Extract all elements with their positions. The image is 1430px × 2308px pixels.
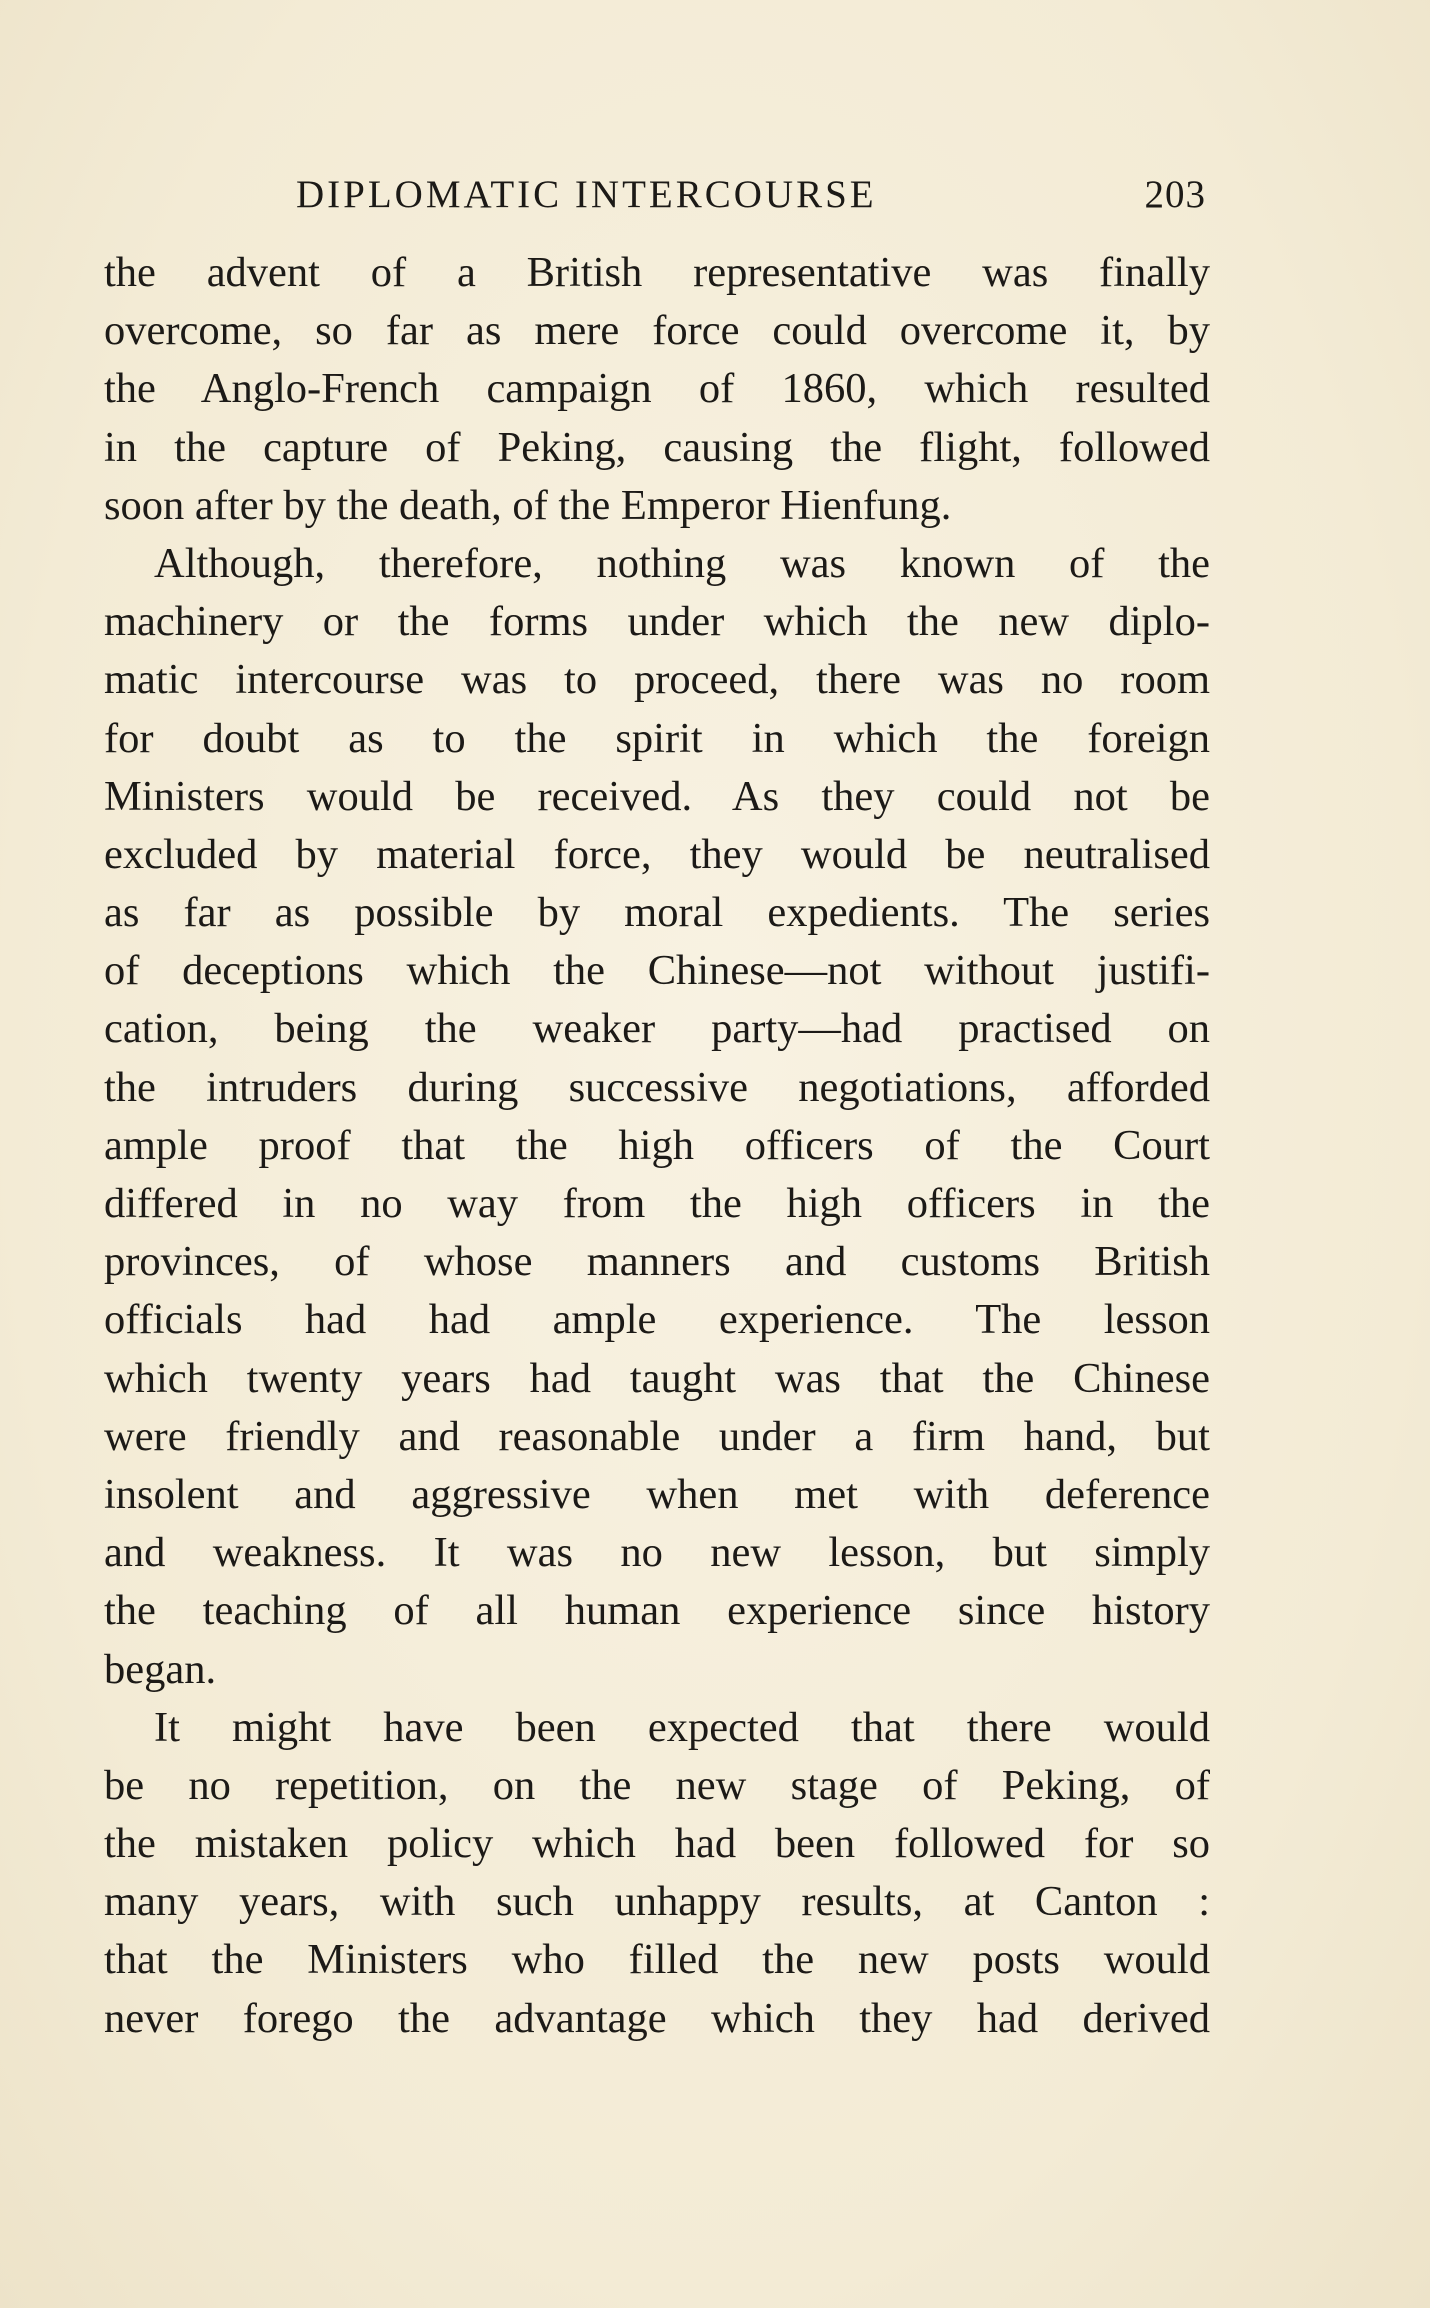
text-line: in the capture of Peking, causing the flight, followed (104, 423, 1210, 471)
text-line: for doubt as to the spirit in which the foreign (104, 714, 1210, 762)
text-line: many years, with such unhappy results, at Canton : (104, 1878, 1210, 1926)
body-text (104, 244, 1210, 2048)
text-line: the advent of a British representative was finally (104, 249, 1210, 296)
text-line: differed in no way from the high officers in the (104, 1180, 1210, 1227)
text-line: the intruders during successive negotiations, afforded (104, 1063, 1210, 1111)
text-line: It might have been expected that there would (154, 1703, 1210, 1751)
running-head (296, 168, 1206, 222)
text-line: be no repetition, on the new stage of Peking, of (104, 1761, 1210, 1809)
text-line: overcome, so far as mere force could overcome it, by (104, 307, 1210, 355)
text-line: cation, being the weaker party—had practised on (104, 1005, 1210, 1053)
text-line: the teaching of all human experience since history (104, 1587, 1210, 1635)
text-line: of deceptions which the Chinese—not without justifi- (104, 947, 1210, 995)
text-line: the mistaken policy which had been followed for so (104, 1820, 1210, 1868)
text-line: provinces, of whose manners and customs British (104, 1238, 1210, 1286)
text-line: ample proof that the high officers of the Court (104, 1121, 1210, 1169)
text-line: as far as possible by moral expedients. The series (104, 889, 1210, 937)
text-line: officials had had ample experience. The lesson (104, 1296, 1210, 1344)
text-line: excluded by material force, they would be neutralised (104, 830, 1210, 878)
text-line: Although, therefore, nothing was known of the (154, 539, 1210, 587)
text-line: machinery or the forms under which the new diplo- (104, 598, 1210, 646)
text-line: Ministers would be received. As they could not be (104, 772, 1210, 820)
text-line: never forego the advantage which they had derived (104, 1994, 1210, 2042)
text-line: which twenty years had taught was that the Chinese (104, 1354, 1210, 1402)
text-line: and weakness. It was no new lesson, but simply (104, 1529, 1210, 1577)
text-line: insolent and aggressive when met with deference (104, 1470, 1210, 1518)
text-line: the Anglo-French campaign of 1860, which resulted (104, 365, 1210, 413)
page-number: 203 (1144, 173, 1206, 216)
text-line: matic intercourse was to proceed, there was no room (104, 656, 1210, 704)
text-line: were friendly and reasonable under a firm hand, but (104, 1412, 1210, 1460)
text-line: soon after by the death, of the Emperor Hienfung. (104, 481, 952, 529)
text-line: began. (104, 1645, 217, 1693)
running-title: DIPLOMATIC INTERCOURSE (296, 173, 877, 216)
text-line: that the Ministers who filled the new posts would (104, 1936, 1210, 1984)
